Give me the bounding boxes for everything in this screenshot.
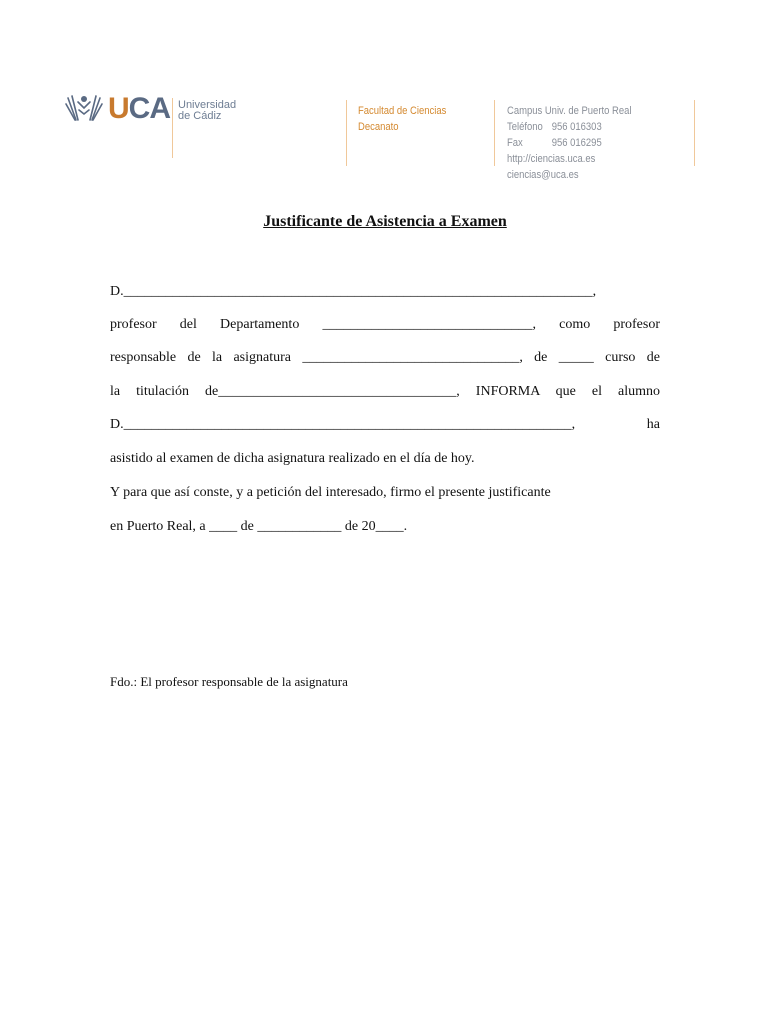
contact-web[interactable]: http://ciencias.uca.es xyxy=(507,153,596,165)
document-title: Justificante de Asistencia a Examen xyxy=(263,213,507,230)
form-line-8: en Puerto Real, a ____ de ____________ de 20____. xyxy=(110,519,408,534)
form-line-5: D.________________________________________________________________, ha xyxy=(110,417,660,432)
form-line-6: asistido al examen de dicha asignatura realizado en el día de hoy. xyxy=(110,451,475,466)
university-emblem-icon xyxy=(64,92,104,124)
contact-phone: Teléfono 956 016303 xyxy=(507,121,602,133)
contact-block xyxy=(507,103,631,183)
faculty-block xyxy=(358,103,446,135)
header-divider xyxy=(172,98,173,158)
form-line-4: la titulación de__________________________________, INFORMA que el alumno xyxy=(110,384,660,399)
header-divider xyxy=(694,100,695,166)
office-name: Decanato xyxy=(358,121,399,133)
uca-wordmark: UCA xyxy=(108,92,171,125)
contact-address: Campus Univ. de Puerto Real xyxy=(507,105,632,117)
header-divider xyxy=(494,100,495,166)
faculty-name: Facultad de Ciencias xyxy=(358,105,447,117)
contact-fax: Fax 956 016295 xyxy=(507,137,602,149)
header-divider xyxy=(346,100,347,166)
university-name xyxy=(178,100,236,122)
form-line-7: Y para que así conste, y a petición del interesado, firmo el presente justificante xyxy=(110,485,551,500)
signature-line: Fdo.: El profesor responsable de la asignatura xyxy=(110,674,348,689)
contact-email[interactable]: ciencias@uca.es xyxy=(507,169,579,181)
form-line-3: responsable de la asignatura _______________________________, de _____ curso de xyxy=(110,350,660,365)
form-line-2: profesor del Departamento ______________________________, como profesor xyxy=(110,317,660,332)
university-name-line1: Universidad xyxy=(178,99,237,111)
university-name-line2: de Cádiz xyxy=(178,110,222,122)
uca-logo xyxy=(64,92,254,132)
form-line-1: D.___________________________________________________________________, xyxy=(110,284,597,299)
